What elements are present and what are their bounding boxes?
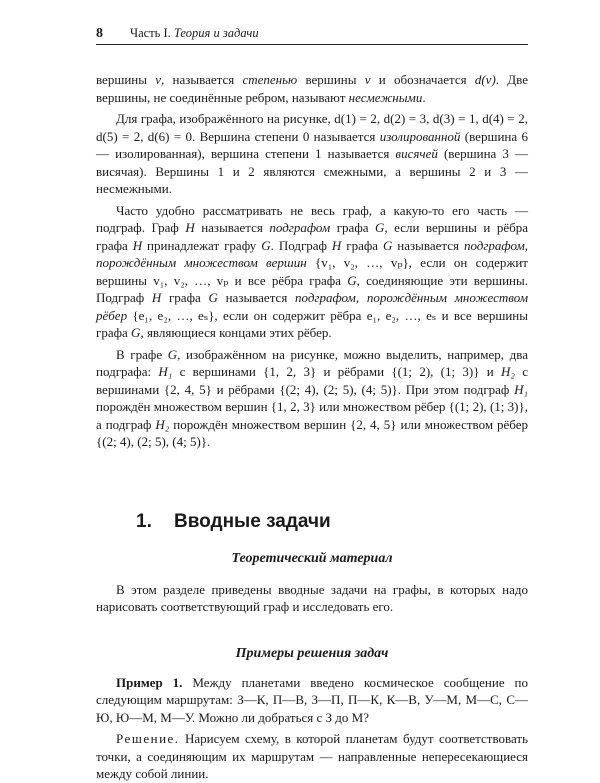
chapter-number: 1. [136, 510, 152, 532]
paragraph-degree: вершины v, называется степенью вершины v и обозначается d(v). Две вершины, не соединённые ребром, называют несмежными. [96, 72, 528, 105]
book-page [96, 26, 528, 783]
paragraph-example-1: Пример 1. Между планетами введено космическое сообщение по следующим маршрутам: З—К, П—В, З—П, П—К, К—В, У—М, М—С, С—Ю, Ю—М, М—У. Можно ли добраться с З до М? [96, 674, 529, 725]
part-label: Часть I. [130, 26, 171, 40]
paragraph-theory: В этом разделе приведены вводные задачи на графы, в которых надо нарисовать соответствующий граф и исследовать его. [96, 581, 528, 614]
chapter-title: Вводные задачи [174, 510, 331, 532]
solution-label: Решение. [116, 731, 180, 746]
term-edge-induced: подграфом, порождённым множеством рёбер [96, 290, 529, 323]
term-nonadjacent: несмежными [348, 89, 423, 105]
page-body [96, 71, 528, 783]
running-header [96, 26, 528, 45]
term-subgraph: подграфом [269, 220, 331, 235]
paragraph-degrees-example: Для графа, изображённого на рисунке, d(1) = 2, d(2) = 3, d(3) = 1, d(4) = 2, d(5) = 2, d(6) = 0. Вершина степени 0 называется изолированной (вершина 6 — изолированная), вершина степени 1 называется висячей (вершина 3 — висячая). Вершины 1 и 2 являются смежными, а вершины 2 и 3 — несмежными. [96, 111, 529, 196]
part-title: Теория и задачи [173, 26, 259, 40]
example-label: Пример 1. [116, 674, 183, 690]
paragraph-subgraph: Часто удобно рассматривать не весь граф, а какую-то его часть — подграф. Граф H называется подграфом графа G, если вершины и рёбра графа H принадлежат графу G. Подграф H графа G называется подграфом, порождённым множеством вершин {v₁, v₂, …, vₚ}, если он содержит вершины v₁, v₂, …, vₚ и все рёбра графа G, соединяющие эти вершины. Подграф H графа G называется подграфом, порождённым множеством рёбер {e₁, e₂, …, eₛ}, если он содержит рёбра e₁, e₂, …, eₛ и все вершины графа G, являющиеся концами этих рёбер. [96, 202, 529, 340]
paragraph-subgraph-example: В графе G, изображённом на рисунке, можно выделить, например, два подграфа: H₁ с вершинами {1, 2, 3} и рёбрами {(1; 2), (1; 3)} и H₂ с вершинами {2, 4, 5} и рёбрами {(2; 4), (2; 5), (4; 5)}. При этом подграф H₁ порождён множеством вершин {1, 2, 3} или множеством рёбер {(1; 2), (1; 3)}, а подграф H₂ порождён множеством вершин {2, 4, 5} или множеством рёбер {(2; 4), (2; 5), (4; 5)}. [96, 346, 528, 449]
section-heading-examples: Примеры решения задач [235, 645, 389, 661]
section-heading-theory: Теоретический материал [231, 550, 393, 566]
term-isolated: изолированной [379, 128, 461, 144]
term-vertex-induced: подграфом, порождённым множеством вершин [96, 237, 529, 270]
term-degree: степенью [242, 72, 298, 87]
chapter-heading [136, 511, 528, 533]
page-number: 8 [96, 26, 103, 41]
paragraph-solution: Решение. Нарисуем схему, в которой планетам будут соответствовать точки, а соединяющим их маршрутам — направленные непересекающиеся между собой линии. [96, 731, 528, 781]
running-title [130, 26, 259, 41]
term-pendant: висячей [395, 146, 438, 161]
